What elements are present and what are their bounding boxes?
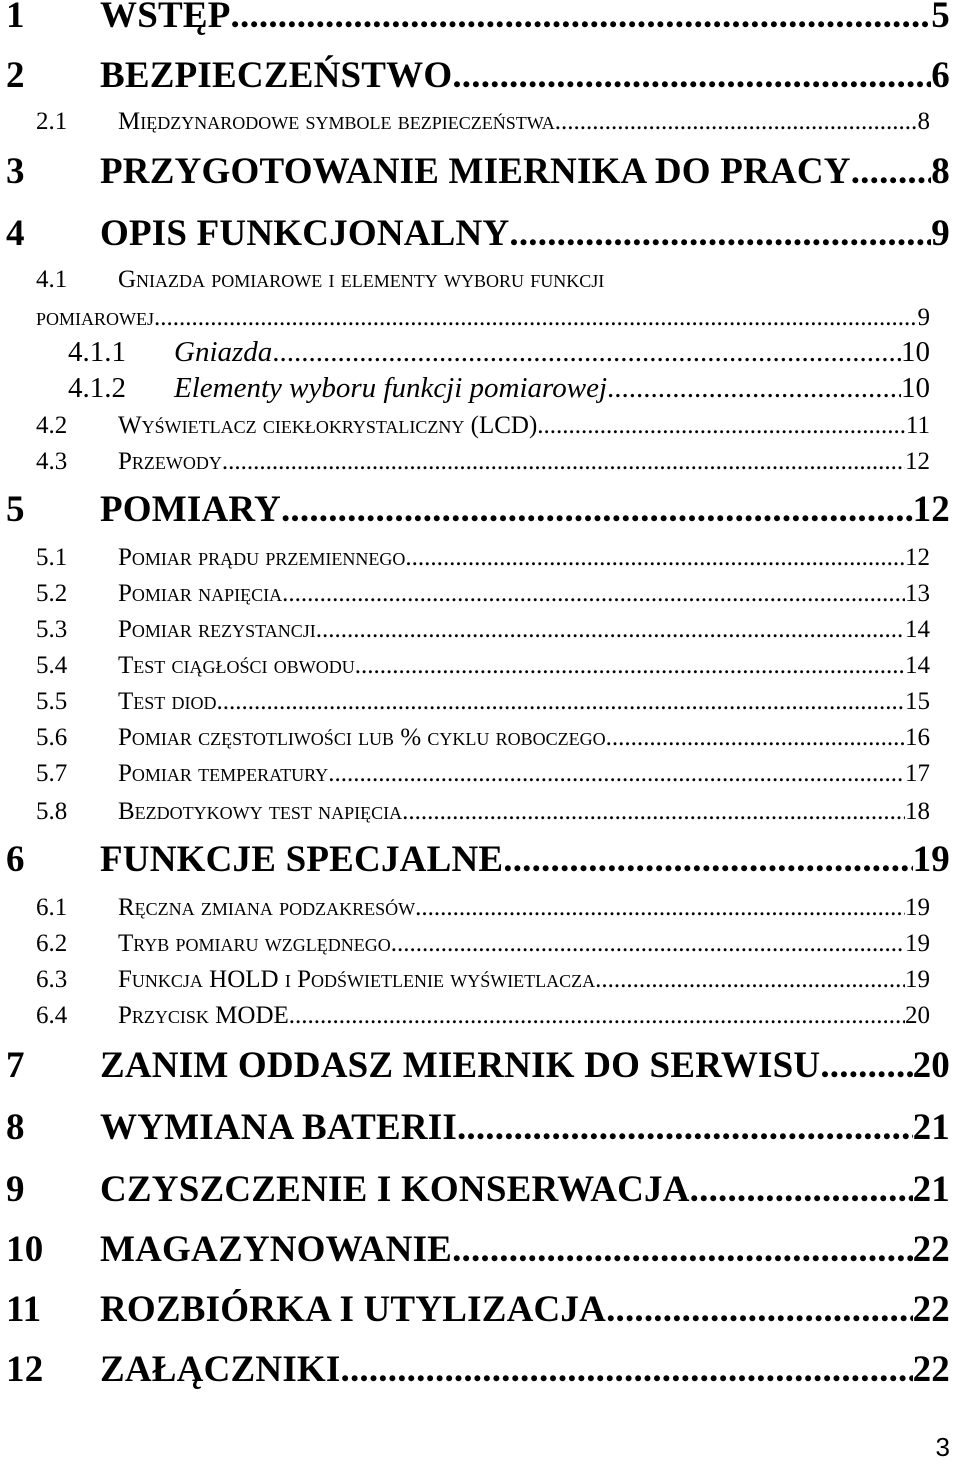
toc-page: 17 bbox=[905, 760, 930, 787]
toc-title: Przewody bbox=[118, 448, 222, 475]
toc-title: ROZBIÓRKA I UTYLIZACJA bbox=[100, 1289, 607, 1330]
toc-entry-6-2[interactable] bbox=[0, 930, 960, 958]
toc-number: 2 bbox=[6, 55, 25, 96]
toc-number: 7 bbox=[6, 1045, 25, 1086]
dot-leader bbox=[282, 580, 905, 608]
toc-entry-5-6[interactable] bbox=[0, 724, 960, 752]
toc-number: 3 bbox=[6, 151, 25, 192]
toc-number: 6.1 bbox=[36, 894, 68, 921]
toc-title: Gniazda pomiarowe i elementy wyboru funkcji bbox=[118, 266, 605, 293]
toc-number: 4.1.2 bbox=[68, 372, 126, 404]
toc-page: 14 bbox=[905, 616, 930, 643]
toc-page: 14 bbox=[905, 652, 930, 679]
toc-page: 11 bbox=[905, 412, 930, 439]
toc-page: 19 bbox=[905, 930, 930, 957]
toc-title: PRZYGOTOWANIE MIERNIKA DO PRACY bbox=[100, 151, 851, 192]
toc-number: 1 bbox=[6, 0, 25, 36]
toc-entry-5-3[interactable] bbox=[0, 616, 960, 644]
dot-leader bbox=[281, 488, 913, 531]
toc-page: 6 bbox=[931, 55, 950, 96]
dot-leader bbox=[415, 894, 905, 922]
toc-entry-4-1[interactable] bbox=[0, 266, 960, 294]
toc-page: 9 bbox=[931, 213, 950, 254]
toc-page: 8 bbox=[917, 108, 930, 135]
toc-entry-6[interactable] bbox=[0, 838, 960, 881]
toc-page: 22 bbox=[912, 1229, 950, 1270]
toc-title: Tryb pomiaru względnego bbox=[118, 930, 391, 957]
dot-leader bbox=[509, 212, 931, 255]
toc-entry-4-2[interactable] bbox=[0, 412, 960, 440]
toc-entry-4-1-1[interactable] bbox=[0, 336, 960, 369]
toc-title: Przycisk MODE bbox=[118, 1002, 289, 1029]
toc-number: 4.2 bbox=[36, 412, 68, 439]
dot-leader bbox=[355, 652, 905, 680]
toc-number: 4.1 bbox=[36, 266, 68, 293]
toc-entry-5-1[interactable] bbox=[0, 544, 960, 572]
dot-leader bbox=[452, 1228, 913, 1271]
toc-entry-3[interactable] bbox=[0, 150, 960, 193]
toc-title: Pomiar rezystancji bbox=[118, 616, 316, 643]
toc-title: Elementy wyboru funkcji pomiarowej bbox=[174, 372, 608, 404]
toc-number: 5.1 bbox=[36, 544, 68, 571]
dot-leader bbox=[452, 54, 931, 97]
toc-page: 21 bbox=[912, 1107, 950, 1148]
toc-page: 5 bbox=[931, 0, 950, 36]
toc-title: POMIARY bbox=[100, 489, 281, 530]
toc-title: Międzynarodowe symbole bezpieczeństwa bbox=[118, 108, 555, 135]
toc-number: 6.3 bbox=[36, 966, 68, 993]
toc-number: 6 bbox=[6, 839, 25, 880]
toc-page: 19 bbox=[905, 894, 930, 921]
toc-number: 6.4 bbox=[36, 1002, 68, 1029]
toc-page: 15 bbox=[905, 688, 930, 715]
toc-entry-4-1-continued[interactable] bbox=[0, 304, 960, 332]
toc-title: Pomiar napięcia bbox=[118, 580, 283, 607]
toc-title: pomiarowej bbox=[36, 304, 155, 331]
toc-page: 10 bbox=[901, 336, 930, 368]
dot-leader bbox=[231, 0, 932, 37]
toc-page: 19 bbox=[905, 966, 930, 993]
dot-leader bbox=[537, 412, 906, 440]
dot-leader bbox=[154, 304, 917, 332]
dot-leader bbox=[851, 150, 932, 193]
toc-title: WYMIANA BATERII bbox=[100, 1107, 457, 1148]
dot-leader bbox=[595, 966, 905, 994]
dot-leader bbox=[402, 798, 905, 826]
toc-entry-5-2[interactable] bbox=[0, 580, 960, 608]
dot-leader bbox=[457, 1106, 913, 1149]
toc-page: 22 bbox=[912, 1289, 950, 1330]
dot-leader bbox=[606, 1288, 913, 1331]
toc-title: FUNKCJE SPECJALNE bbox=[100, 839, 504, 880]
toc-page: 8 bbox=[931, 151, 950, 192]
toc-entry-5-8[interactable] bbox=[0, 798, 960, 826]
toc-page: 13 bbox=[905, 580, 930, 607]
toc-page: 19 bbox=[912, 839, 950, 880]
toc-entry-7[interactable] bbox=[0, 1044, 960, 1087]
dot-leader bbox=[690, 1168, 913, 1211]
toc-number: 5.6 bbox=[36, 724, 68, 751]
toc-page: 20 bbox=[912, 1045, 950, 1086]
toc-number: 4.1.1 bbox=[68, 336, 126, 368]
toc-page: 12 bbox=[912, 489, 950, 530]
dot-leader bbox=[555, 108, 918, 136]
toc-number: 5.8 bbox=[36, 798, 68, 825]
toc-page: 16 bbox=[905, 724, 930, 751]
toc-number: 5.7 bbox=[36, 760, 68, 787]
toc-entry-10[interactable] bbox=[0, 1228, 960, 1271]
toc-page: 20 bbox=[905, 1002, 930, 1029]
dot-leader bbox=[606, 724, 905, 752]
toc-title: Ręczna zmiana podzakresów bbox=[118, 894, 416, 921]
toc-title: ZANIM ODDASZ MIERNIK DO SERWISU bbox=[100, 1045, 821, 1086]
toc-title: Pomiar temperatury bbox=[118, 760, 329, 787]
toc-entry-5-4[interactable] bbox=[0, 652, 960, 680]
toc-title: MAGAZYNOWANIE bbox=[100, 1229, 453, 1270]
toc-number: 12 bbox=[6, 1349, 44, 1390]
toc-page: 21 bbox=[912, 1169, 950, 1210]
toc-entry-6-3[interactable] bbox=[0, 966, 960, 994]
dot-leader bbox=[316, 616, 905, 644]
toc-number: 6.2 bbox=[36, 930, 68, 957]
toc-entry-8[interactable] bbox=[0, 1106, 960, 1149]
toc-title: Funkcja HOLD i Podświetlenie wyświetlacza bbox=[118, 966, 596, 993]
toc-entry-1[interactable] bbox=[0, 0, 960, 37]
toc-entry-2[interactable] bbox=[0, 54, 960, 97]
dot-leader bbox=[341, 1348, 913, 1391]
toc-title: Pomiar prądu przemiennego bbox=[118, 544, 406, 571]
toc-number: 11 bbox=[6, 1289, 42, 1330]
toc-title: Gniazda bbox=[174, 336, 273, 368]
toc-entry-4-3[interactable] bbox=[0, 448, 960, 476]
dot-leader bbox=[328, 760, 905, 788]
toc-entry-5[interactable] bbox=[0, 488, 960, 531]
dot-leader bbox=[405, 544, 905, 572]
toc-number: 4.3 bbox=[36, 448, 68, 475]
toc-entry-4-1-2[interactable] bbox=[0, 372, 960, 405]
page-number: 3 bbox=[935, 1432, 950, 1462]
toc-title: Wyświetlacz ciekłokrystaliczny (LCD) bbox=[118, 412, 538, 439]
dot-leader bbox=[607, 372, 901, 405]
toc-title: Bezdotykowy test napięcia bbox=[118, 798, 403, 825]
toc-title: Test diod bbox=[118, 688, 217, 715]
dot-leader bbox=[820, 1044, 912, 1087]
toc-entry-5-7[interactable] bbox=[0, 760, 960, 788]
toc-number: 5.3 bbox=[36, 616, 68, 643]
toc-title: Test ciągłości obwodu bbox=[118, 652, 355, 679]
toc-entry-9[interactable] bbox=[0, 1168, 960, 1211]
toc-title: BEZPIECZEŃSTWO bbox=[100, 55, 453, 96]
toc-page: 10 bbox=[901, 372, 930, 404]
toc-entry-5-5[interactable] bbox=[0, 688, 960, 716]
dot-leader bbox=[391, 930, 905, 958]
toc-entry-6-1[interactable] bbox=[0, 894, 960, 922]
toc-page: 18 bbox=[905, 798, 930, 825]
toc-entry-6-4[interactable] bbox=[0, 1002, 960, 1030]
toc-number: 4 bbox=[6, 213, 25, 254]
toc-entry-12[interactable] bbox=[0, 1348, 960, 1391]
toc-title: CZYSZCZENIE I KONSERWACJA bbox=[100, 1169, 690, 1210]
toc-title: OPIS FUNKCJONALNY bbox=[100, 213, 510, 254]
dot-leader bbox=[217, 688, 905, 716]
toc-number: 5 bbox=[6, 489, 25, 530]
dot-leader bbox=[222, 448, 905, 476]
toc-page: 12 bbox=[905, 544, 930, 571]
toc-number: 5.2 bbox=[36, 580, 68, 607]
dot-leader bbox=[272, 336, 901, 369]
toc-page: 12 bbox=[905, 448, 930, 475]
toc-title: ZAŁĄCZNIKI bbox=[100, 1349, 341, 1390]
toc-page: 9 bbox=[917, 304, 930, 331]
dot-leader bbox=[503, 838, 912, 881]
toc-number: 5.5 bbox=[36, 688, 68, 715]
toc-entry-2-1[interactable] bbox=[0, 108, 960, 136]
toc-number: 5.4 bbox=[36, 652, 68, 679]
toc-entry-4[interactable] bbox=[0, 212, 960, 255]
toc-number: 9 bbox=[6, 1169, 25, 1210]
toc-entry-11[interactable] bbox=[0, 1288, 960, 1331]
dot-leader bbox=[289, 1002, 905, 1030]
toc-number: 8 bbox=[6, 1107, 25, 1148]
toc-title: Pomiar częstotliwości lub % cyklu roboczego bbox=[118, 724, 606, 751]
toc-number: 10 bbox=[6, 1229, 44, 1270]
toc-number: 2.1 bbox=[36, 108, 68, 135]
toc-page: 22 bbox=[912, 1349, 950, 1390]
toc-title: WSTĘP bbox=[100, 0, 231, 36]
